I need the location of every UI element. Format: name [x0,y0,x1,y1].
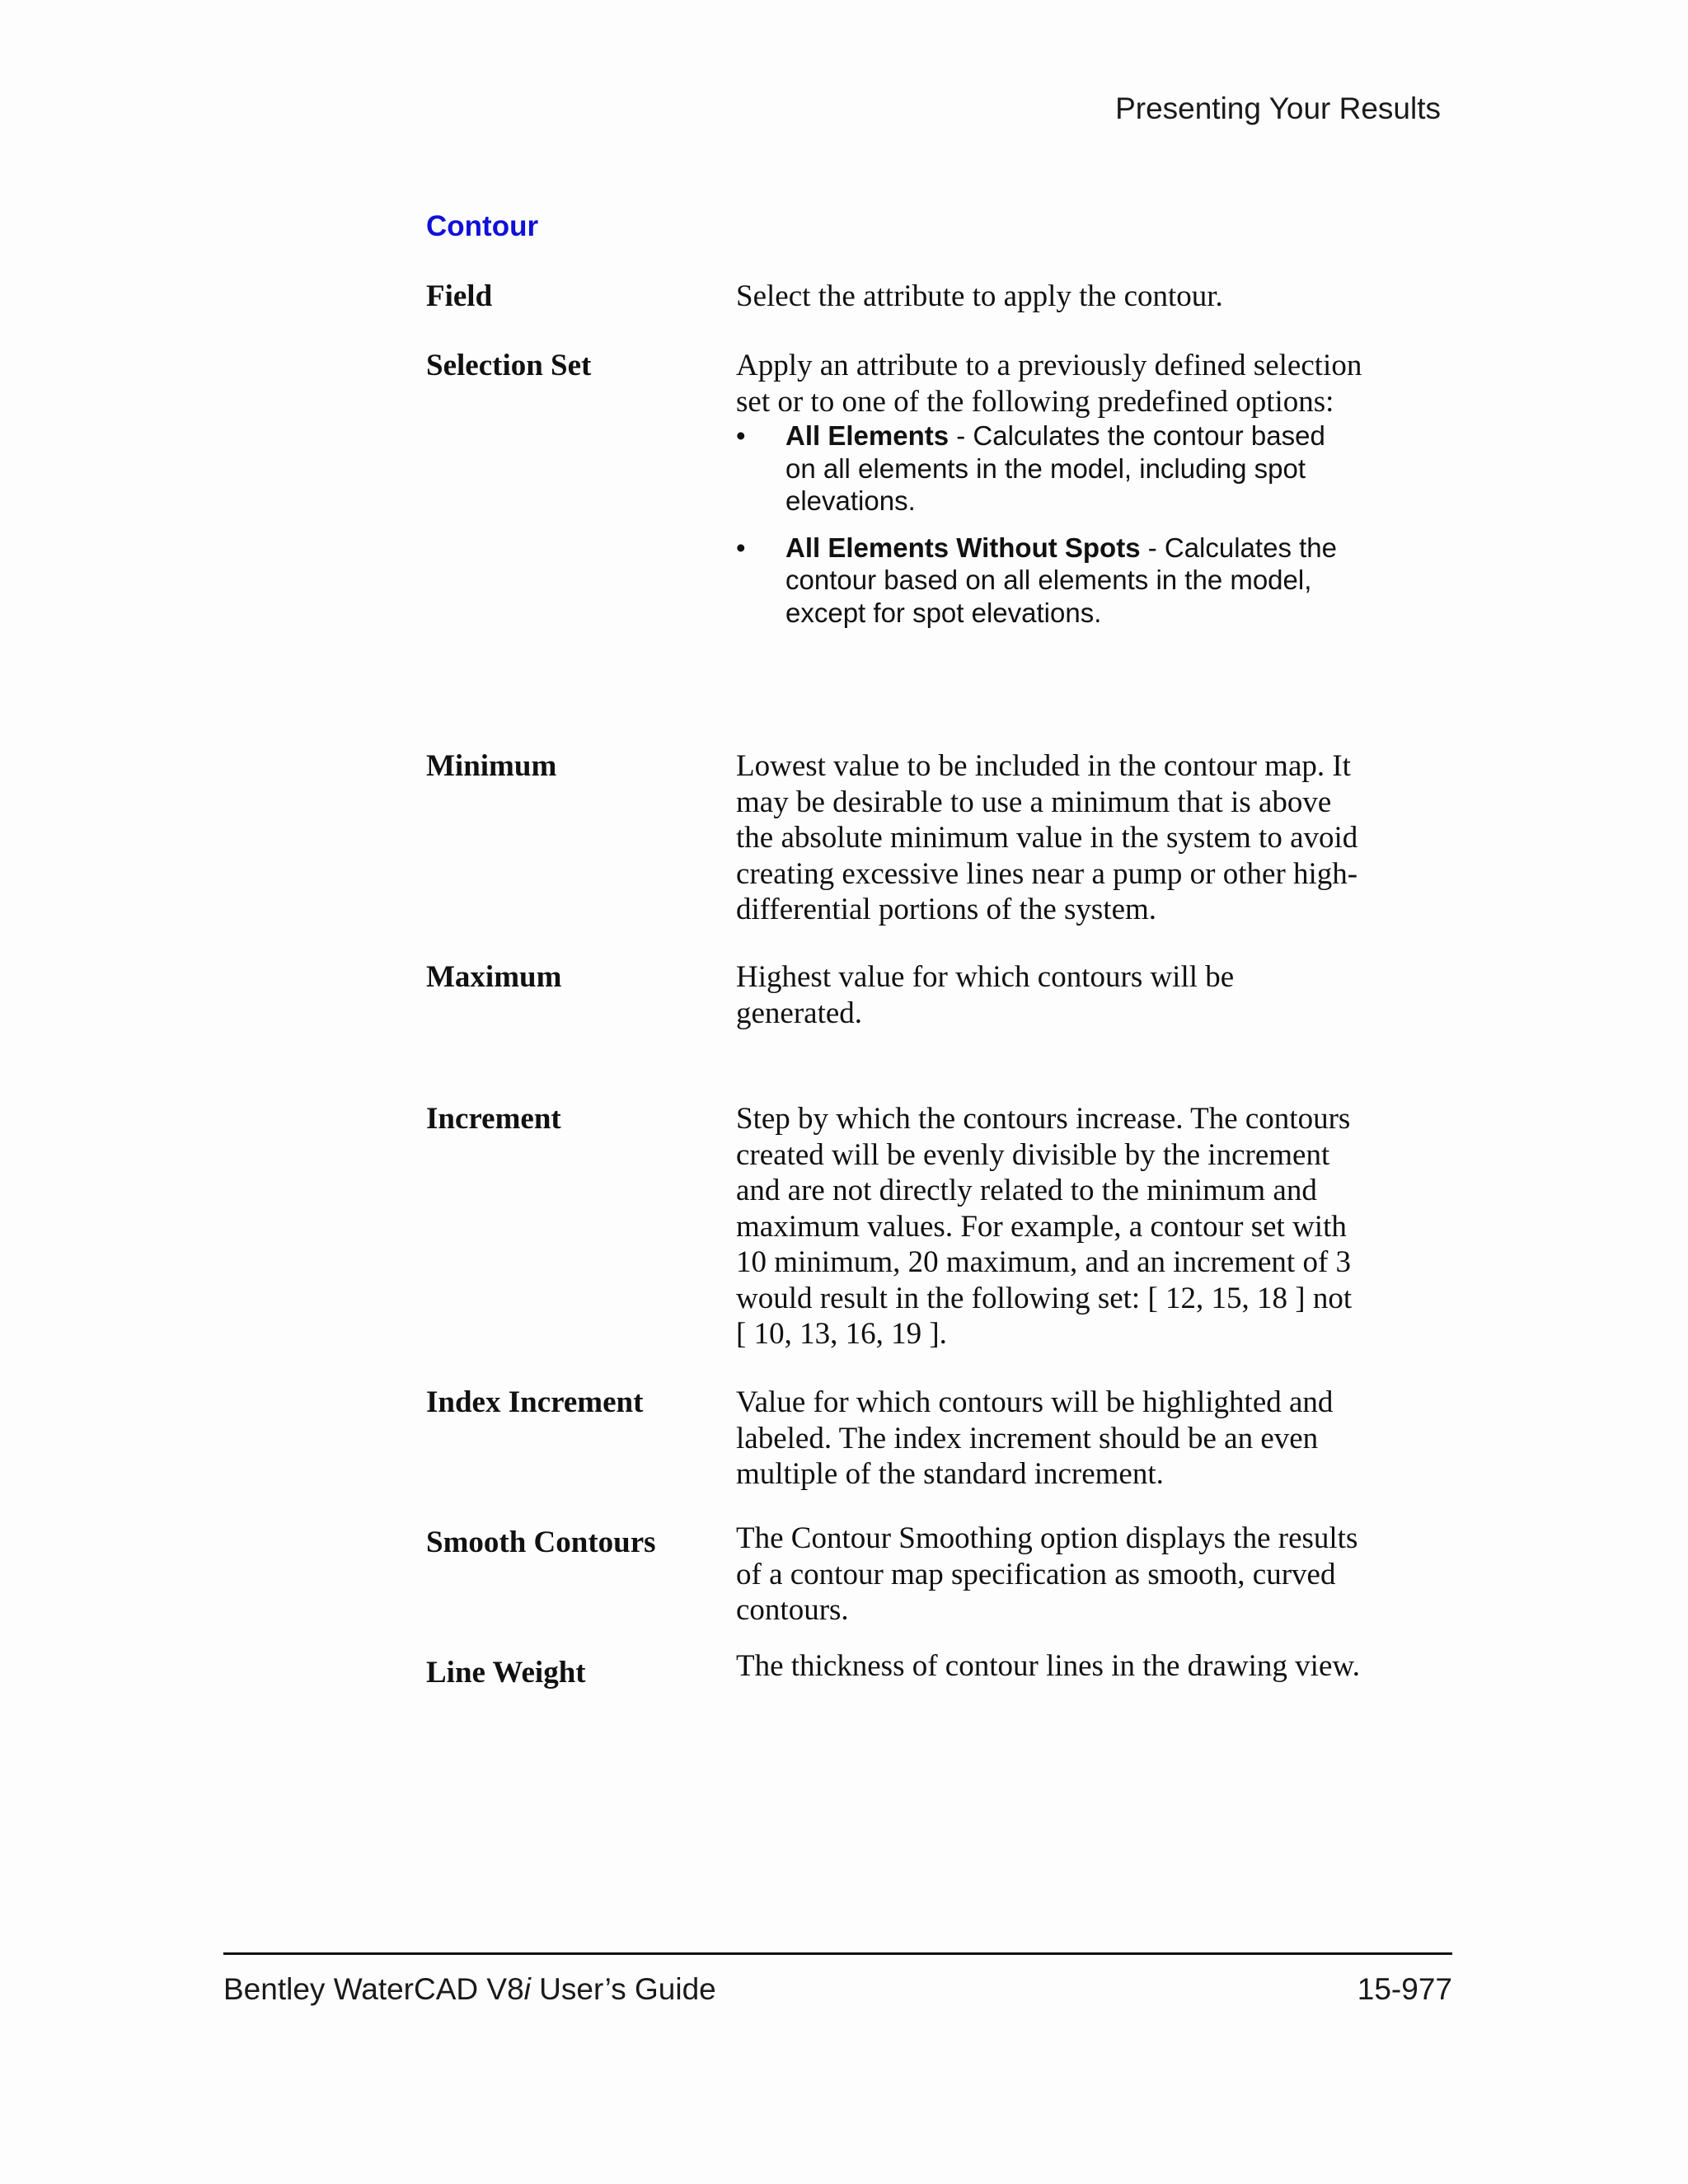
desc-minimum-text: Lowest value to be included in the contour map. It may be desirable to use a minimum that is above the absolute minimum value in the system to avoid creating excessive lines near a pump or other high-differential portions of the system. [736,749,1358,926]
footer-guide-title [223,1970,716,2009]
term-smooth-contours: Smooth Contours [426,1526,656,1559]
desc-line-weight-text: The thickness of contour lines in the drawing view. [736,1649,1360,1683]
footer-guide-title-suffix: User’s Guide [530,1972,716,2006]
term-field: Field [426,279,493,313]
option-name: All Elements [785,420,950,451]
option-description: - Calculates the contour based on all elements in the model, including spot elevations. [785,420,1325,516]
list-item [736,419,1362,518]
footer-guide-title-prefix: Bentley WaterCAD V8 [223,1972,524,2006]
desc-line-weight [736,1648,1362,1685]
desc-increment [736,1101,1362,1352]
desc-index-increment [736,1385,1362,1493]
option-description: - Calculates the contour based on all elements in the model, except for spot elevations. [785,532,1337,628]
desc-smooth-contours [736,1521,1362,1629]
term-minimum: Minimum [426,749,557,783]
desc-maximum [736,959,1362,1031]
selection-set-options-list [736,419,1362,629]
desc-maximum-text: Highest value for which contours will be generated. [736,960,1235,1030]
option-name: All Elements Without Spots [785,532,1141,563]
term-increment: Increment [426,1102,561,1136]
desc-selection-set [736,348,1362,643]
list-item [736,532,1362,630]
desc-minimum [736,748,1362,928]
term-index-increment: Index Increment [426,1385,644,1419]
desc-field-text: Select the attribute to apply the contour. [736,279,1223,313]
bullet-marker: • [736,532,746,563]
term-maximum: Maximum [426,960,562,994]
desc-smooth-contours-text: The Contour Smoothing option displays the results of a contour map specification as smooth, curved contours. [736,1521,1358,1627]
footer-divider [223,1952,1452,1955]
term-selection-set: Selection Set [426,349,592,382]
desc-increment-text: Step by which the contours increase. The contours created will be evenly divisible by the increment and are not directly related to the minimum and maximum values. For example, a contour set with 10 minimum, 20 maximum, and an increment of 3 would result in the following set: [ 12, 15, 18 ] not [ 10, 13, 16, 19 ]. [736,1102,1353,1351]
section-title: Contour [426,210,539,242]
footer-guide-title-italic: i [523,1972,531,2006]
desc-index-increment-text: Value for which contours will be highlighted and labeled. The index increment should be an even multiple of the standard increment. [736,1385,1334,1491]
bullet-marker: • [736,420,746,451]
desc-field [736,279,1362,315]
running-header-title: Presenting Your Results [1115,91,1441,125]
page-number: 15-977 [1357,1972,1452,2006]
term-line-weight: Line Weight [426,1656,586,1690]
desc-selection-set-text: Apply an attribute to a previously defined selection set or to one of the following predefined options: [736,349,1362,419]
